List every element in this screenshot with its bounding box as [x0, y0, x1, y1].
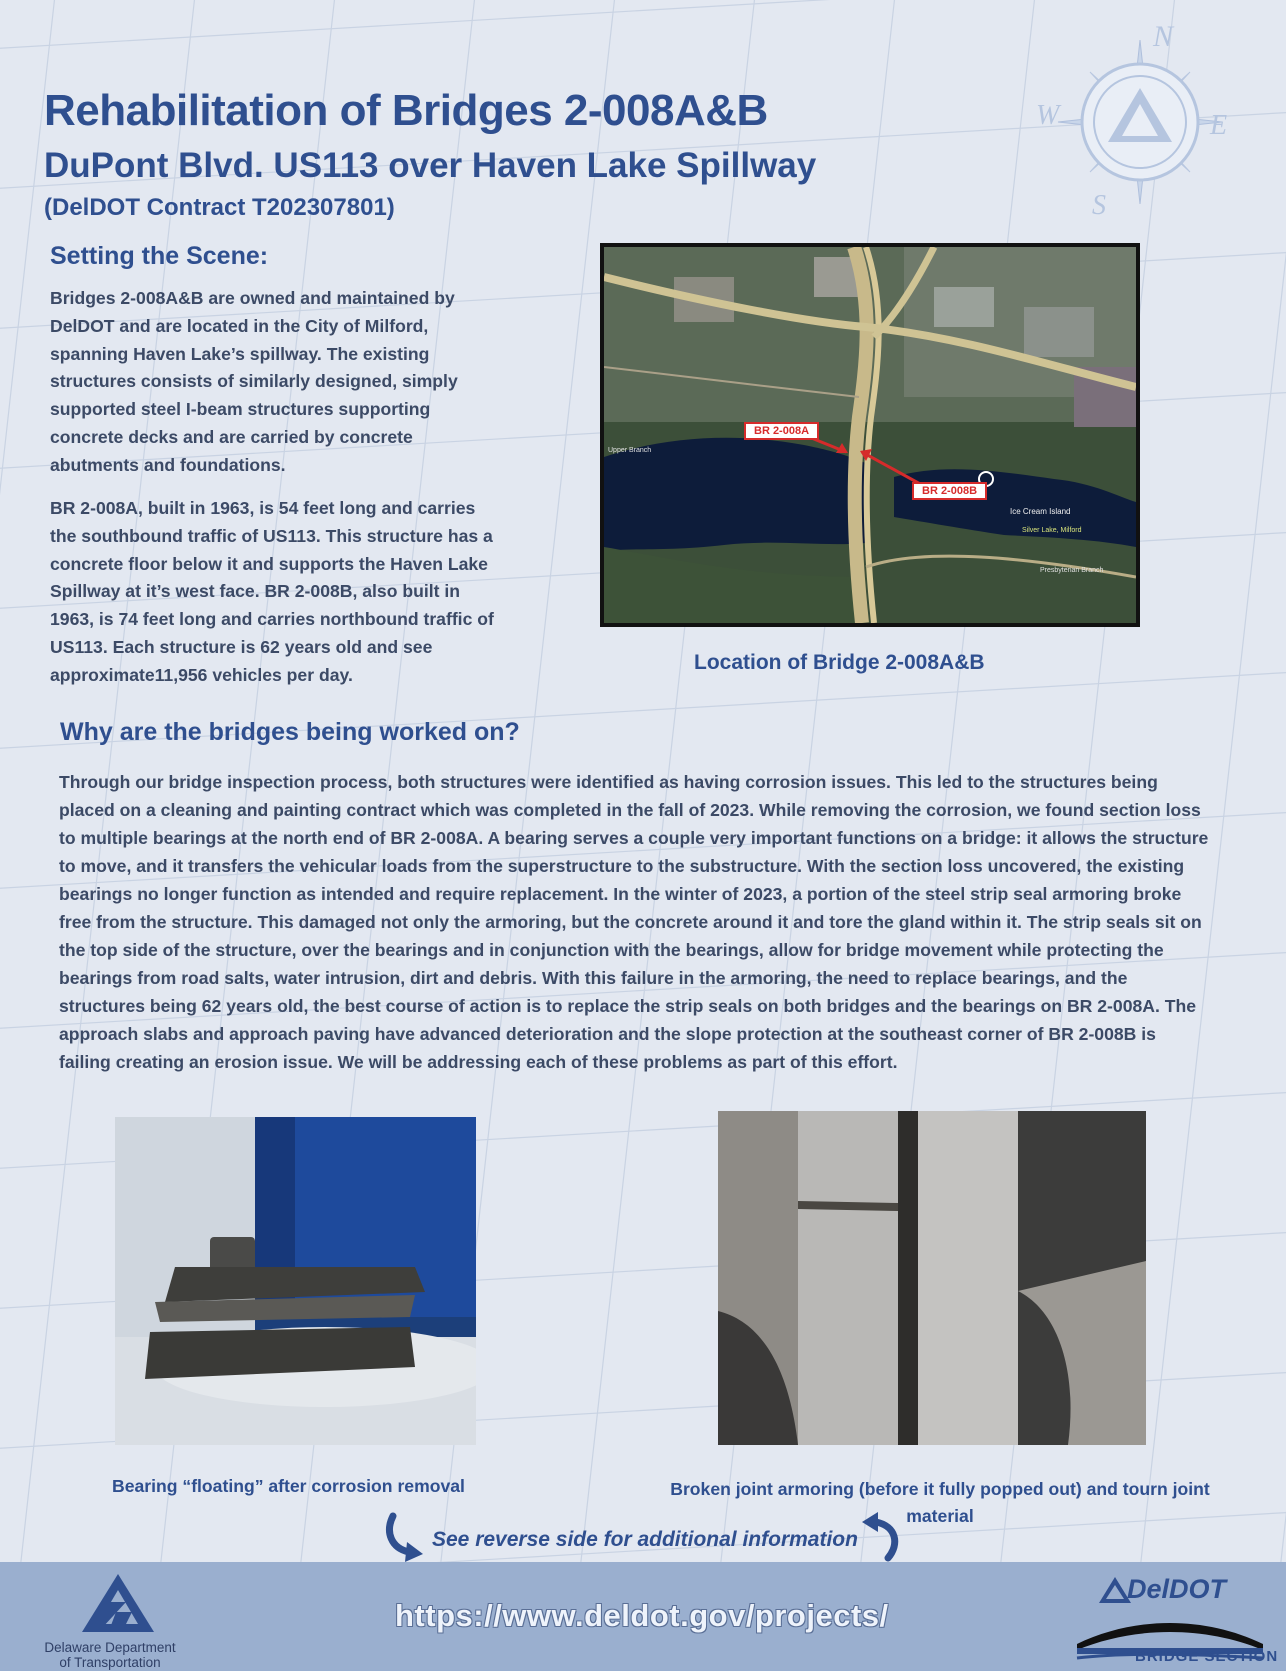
why-heading: Why are the bridges being worked on?	[60, 718, 520, 746]
bearing-photo-image	[115, 1117, 476, 1445]
map-place-ice-cream-island: Ice Cream Island	[1010, 507, 1071, 516]
joint-armoring-photo-image	[718, 1111, 1146, 1445]
organization-name	[30, 1640, 190, 1670]
map-caption: Location of Bridge 2-008A&B	[694, 651, 985, 674]
bearing-photo	[115, 1117, 476, 1445]
see-reverse-note: See reverse side for additional information	[432, 1528, 858, 1551]
map-place-silver-lake: Silver Lake, Milford	[1022, 527, 1082, 534]
joint-photo-caption: Broken joint armoring (before it fully popped out) and tourn joint material	[670, 1479, 1210, 1526]
compass-east-label: E	[1210, 110, 1228, 141]
compass-west-label: W	[1036, 100, 1060, 131]
map-place-presbyterian-branch: Presbyterian Branch	[1040, 567, 1104, 574]
why-body-paragraph: Through our bridge inspection process, both structures were identified as having corrosion issues. This led to the structures being placed on a cleaning and painting contract which was completed in the fall of 2023. While removing the corrosion, we found section loss to multiple bearings at the north end of BR 2-008A. A bearing serves a couple very important functions on a bridge: it allows the structure to move, and it transfers the vehicular loads from the superstructure to the substructure. With the section loss uncovered, the existing bearings no longer function as intended and require replacement. In the winter of 2023, a portion of the steel strip seal armoring broke free from the structure. This damaged not only the armoring, but the concrete around it and tore the gland within it. The strip seals sit on the top side of the structure, over the bearings and in conjunction with the bearings, allow for bridge movement while protecting the bearings from road salts, water intrusion, dirt and debris. With this failure in the armoring, the need to replace bearings, and the structures being 62 years old, the best course of action is to replace the strip seals on both bridges and the bearings on BR 2-008A. The approach slabs and approach paving have advanced deterioration and the slope protection at the southeast corner of BR 2-008B is failing creating an erosion issue. We will be addressing each of these problems as part of this effort.	[59, 772, 1209, 1072]
joint-armoring-photo	[718, 1111, 1146, 1445]
page-title: Rehabilitation of Bridges 2-008A&B	[44, 86, 768, 135]
compass-south-label: S	[1092, 190, 1106, 221]
map-label-br-2-008b: BR 2-008B	[912, 482, 987, 500]
deldot-brand-logo: DelDOT	[1127, 1574, 1227, 1604]
curved-arrow-right-icon	[858, 1508, 902, 1562]
contract-number: (DelDOT Contract T202307801)	[44, 194, 395, 221]
compass-north-label: N	[1153, 20, 1174, 53]
organization-line-1: Delaware Department	[44, 1640, 176, 1655]
bearing-photo-caption: Bearing “floating” after corrosion removal	[112, 1476, 465, 1496]
setting-the-scene-heading: Setting the Scene:	[50, 242, 269, 270]
projects-url-link[interactable]: https://www.deldot.gov/projects/	[395, 1598, 889, 1633]
bridge-section-label: BRIDGE SECTION	[1135, 1648, 1279, 1665]
scene-paragraph-2: BR 2-008A, built in 1963, is 54 feet long and carries the southbound traffic of US113. This structure has a concrete floor below it and supports the Haven Lake Spillway at it’s west face. BR 2-008B, also built in 1963, is 74 feet long and carries northbound traffic of US113. Each structure is 62 years old and see approximate11,956 vehicles per day.	[50, 498, 494, 685]
map-label-br-2-008a: BR 2-008A	[744, 422, 819, 440]
location-map	[600, 243, 1140, 627]
organization-line-2: of Transportation	[59, 1655, 161, 1670]
scene-paragraph-1: Bridges 2-008A&B are owned and maintained by DelDOT and are located in the City of Milford, spanning Haven Lake’s spillway. The existing structures consists of similarly designed, simply supported steel I-beam structures supporting concrete decks and are carried by concrete abutments and foundations.	[50, 288, 458, 475]
page-subtitle: DuPont Blvd. US113 over Haven Lake Spillway	[44, 146, 817, 185]
map-place-upper-branch: Upper Branch	[608, 447, 652, 454]
deldot-logo-icon	[80, 1572, 156, 1634]
curved-arrow-left-icon	[385, 1512, 429, 1562]
